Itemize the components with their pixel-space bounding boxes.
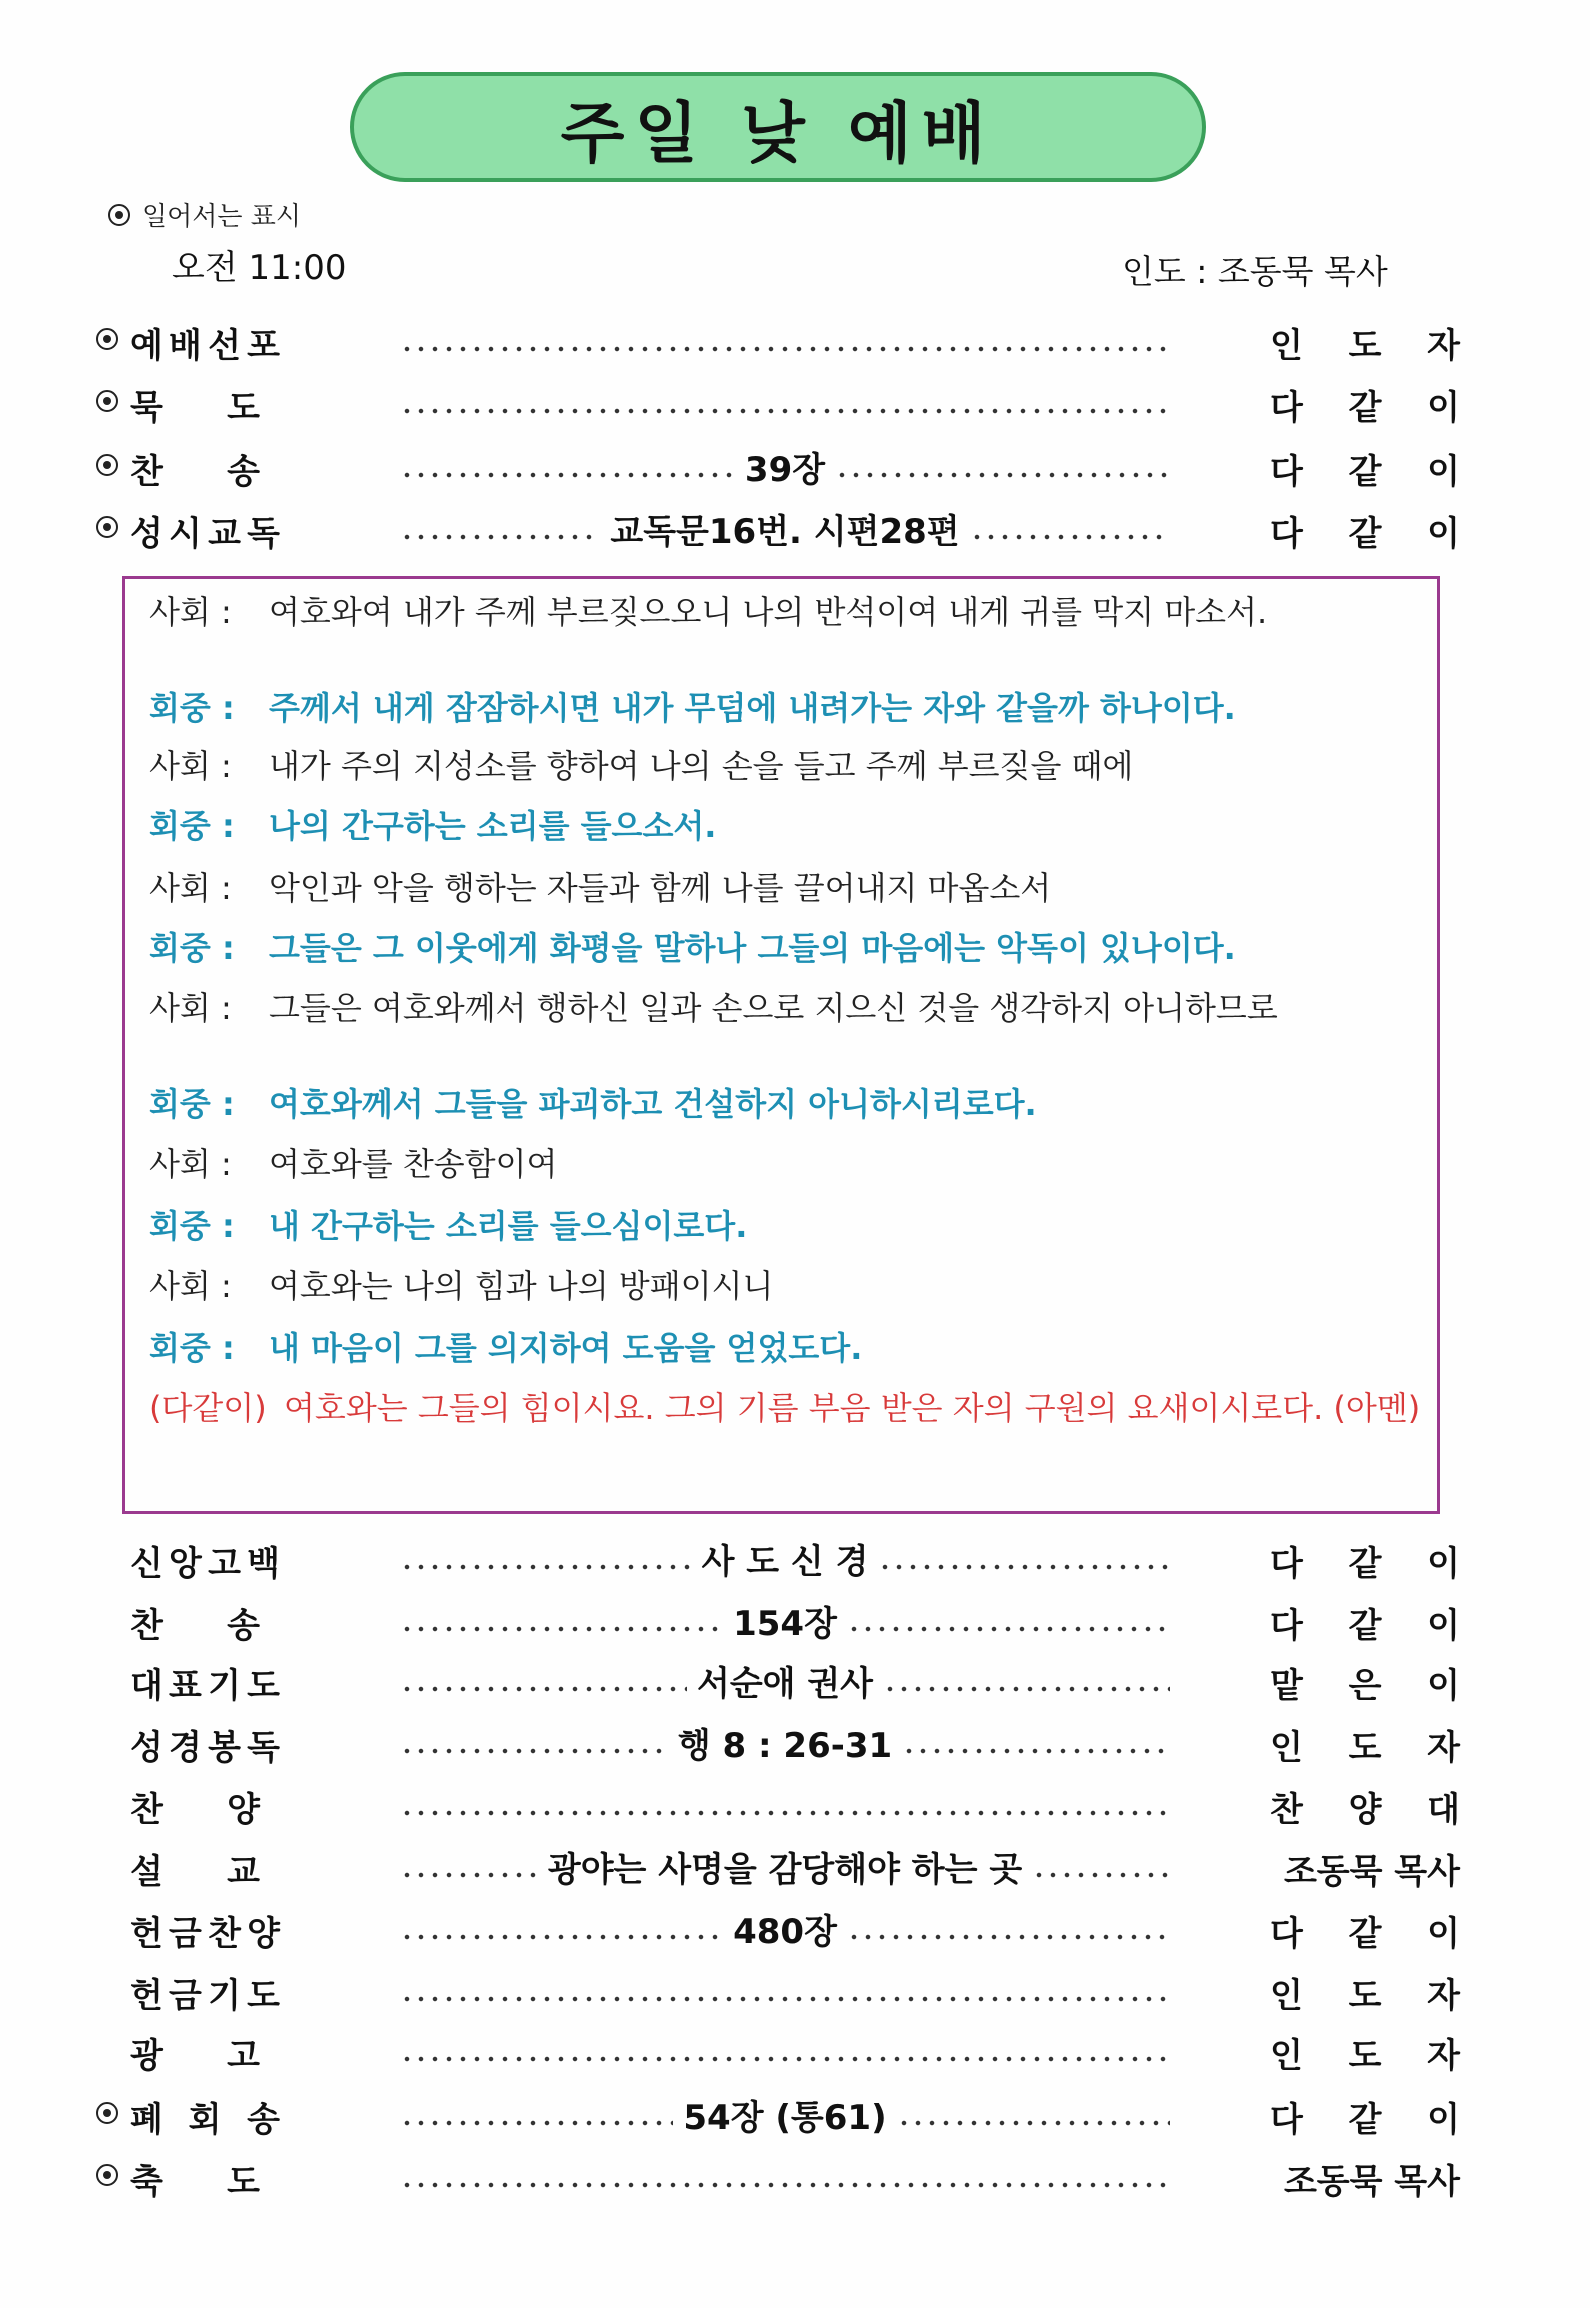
order-item-label: 헌 금 기 도 [130,1976,280,2016]
standing-mark-icon [96,2102,118,2124]
reading-speaker: (다같이) [149,1389,267,1427]
reading-speaker: 사회 : [149,989,232,1027]
order-item-leader-dots [400,1592,1170,1648]
order-item [0,2086,1590,2142]
order-item-participant: 다 같 이 [1270,2100,1460,2140]
reading-text: 내가 주의 지성소를 향하여 나의 손을 들고 주께 부르짖을 때에 [269,747,1134,785]
standing-legend [108,196,301,233]
order-item [0,500,1590,556]
order-item-leader-dots [400,1962,1170,2018]
reading-text: 여호와를 찬송함이여 [269,1145,558,1183]
order-item-leader-dots [400,1530,1170,1586]
order-item-participant: 다 같 이 [1270,1914,1460,1954]
legend-text: 일어서는 표시 [142,202,301,232]
standing-mark-icon [96,390,118,412]
order-item-leader-dots [400,374,1170,430]
reading-speaker: 회중 : [149,1085,235,1123]
order-item-content: 사 도 신 경 [701,1541,869,1582]
order-item-content: 교독문16번. 시편28편 [610,511,960,552]
order-item [0,2022,1590,2078]
order-item-leader-dots [400,1838,1170,1894]
responsive-reading-box [122,576,1440,1514]
order-item-label: 폐 회 송 [130,2100,280,2140]
order-item-label: 찬 양 [130,1790,260,1830]
reading-text: 내 간구하는 소리를 들으심이로다. [269,1207,748,1245]
order-item-leader-dots [400,2022,1170,2078]
order-item-label: 헌 금 찬 양 [130,1914,280,1954]
reading-text: 여호와께서 그들을 파괴하고 건설하지 아니하시리로다. [269,1085,1037,1123]
order-item [0,1652,1590,1708]
order-item-label: 찬 송 [130,452,260,492]
order-item [0,1900,1590,1956]
reading-text: 여호와는 그들의 힘이시요. 그의 기름 부음 받은 자의 구원의 요새이시로다. (아멘) [284,1389,1421,1427]
order-item-participant: 조동묵 목사 [1283,2162,1460,2202]
order-item-participant: 인 도 자 [1270,2036,1460,2076]
order-item-participant: 인 도 자 [1270,1728,1460,1768]
order-item [0,374,1590,430]
reading-speaker: 회중 : [149,1207,235,1245]
order-item [0,1530,1590,1586]
reading-speaker: 사회 : [149,869,232,907]
reading-speaker: 회중 : [149,1329,235,1367]
reading-speaker: 회중 : [149,929,235,967]
order-item-label: 성 경 봉 독 [130,1728,280,1768]
reading-speaker: 사회 : [149,1267,232,1305]
order-item-label: 묵 도 [130,388,260,428]
reading-speaker: 사회 : [149,593,232,631]
service-leader: 인도 : 조동묵 목사 [1122,252,1388,291]
order-item-label: 예 배 선 포 [130,326,280,366]
order-item [0,1714,1590,1770]
reading-text: 악인과 악을 행하는 자들과 함께 나를 끌어내지 마옵소서 [269,869,1052,907]
standing-mark-icon [108,204,130,226]
order-item-participant: 인 도 자 [1270,326,1460,366]
order-item [0,2148,1590,2204]
order-item-label: 신 앙 고 백 [130,1544,280,1584]
order-item-participant: 다 같 이 [1270,1544,1460,1584]
standing-mark-icon [96,328,118,350]
order-item [0,312,1590,368]
reading-text: 그들은 그 이웃에게 화평을 말하나 그들의 마음에는 악독이 있나이다. [269,929,1236,967]
order-item-leader-dots [400,1776,1170,1832]
order-item-content: 39장 [744,449,826,490]
order-item [0,1838,1590,1894]
reading-speaker: 사회 : [149,1145,232,1183]
order-item-label: 설 교 [130,1852,260,1892]
order-item-leader-dots [400,1714,1170,1770]
order-item-leader-dots [400,1652,1170,1708]
reading-speaker: 사회 : [149,747,232,785]
order-item-content: 154장 [733,1603,837,1644]
standing-mark-icon [96,2164,118,2186]
order-item [0,1592,1590,1648]
reading-text: 나의 간구하는 소리를 들으소서. [269,807,717,845]
order-item-content: 54장 (통61) [683,2097,887,2138]
reading-speaker: 회중 : [149,689,235,727]
order-item-content: 480장 [733,1911,837,1952]
order-item-leader-dots [400,1900,1170,1956]
reading-text: 여호와여 내가 주께 부르짖으오니 나의 반석이여 내게 귀를 막지 마소서. [269,593,1268,631]
reading-speaker: 회중 : [149,807,235,845]
order-item [0,1962,1590,2018]
order-item-label: 대 표 기 도 [130,1666,280,1706]
standing-mark-icon [96,516,118,538]
order-item-leader-dots [400,500,1170,556]
standing-mark-icon [96,454,118,476]
order-item-participant: 맡 은 이 [1270,1666,1460,1706]
order-item-participant: 인 도 자 [1270,1976,1460,2016]
order-item-leader-dots [400,438,1170,494]
order-item-participant: 다 같 이 [1270,514,1460,554]
order-item-leader-dots [400,2086,1170,2142]
order-item-participant: 다 같 이 [1270,388,1460,428]
order-item-content: 행 8 : 26-31 [677,1725,893,1766]
order-item [0,438,1590,494]
reading-text: 내 마음이 그를 의지하여 도움을 얻었도다. [269,1329,863,1367]
service-time: 오전 11:00 [172,248,347,288]
order-item-label: 성 시 교 독 [130,514,280,554]
order-item-leader-dots [400,2148,1170,2204]
order-item-participant: 조동묵 목사 [1283,1852,1460,1892]
order-item-participant: 다 같 이 [1270,452,1460,492]
order-item-label: 광 고 [130,2036,260,2076]
order-item [0,1776,1590,1832]
order-item-label: 찬 송 [130,1606,260,1646]
reading-text: 여호와는 나의 힘과 나의 방패이시니 [269,1267,774,1305]
order-item-participant: 찬 양 대 [1270,1790,1460,1830]
order-item-leader-dots [400,312,1170,368]
reading-text: 그들은 여호와께서 행하신 일과 손으로 지으신 것을 생각하지 아니하므로 [269,989,1278,1027]
order-item-content: 서순애 권사 [696,1663,874,1704]
page-title: 주일 낮 예배 [560,94,996,172]
reading-text: 주께서 내게 잠잠하시면 내가 무덤에 내려가는 자와 같을까 하나이다. [269,689,1236,727]
title-banner [350,72,1206,182]
order-item-content: 광야는 사명을 감당해야 하는 곳 [547,1849,1023,1890]
order-item-label: 축 도 [130,2162,260,2202]
order-item-participant: 다 같 이 [1270,1606,1460,1646]
